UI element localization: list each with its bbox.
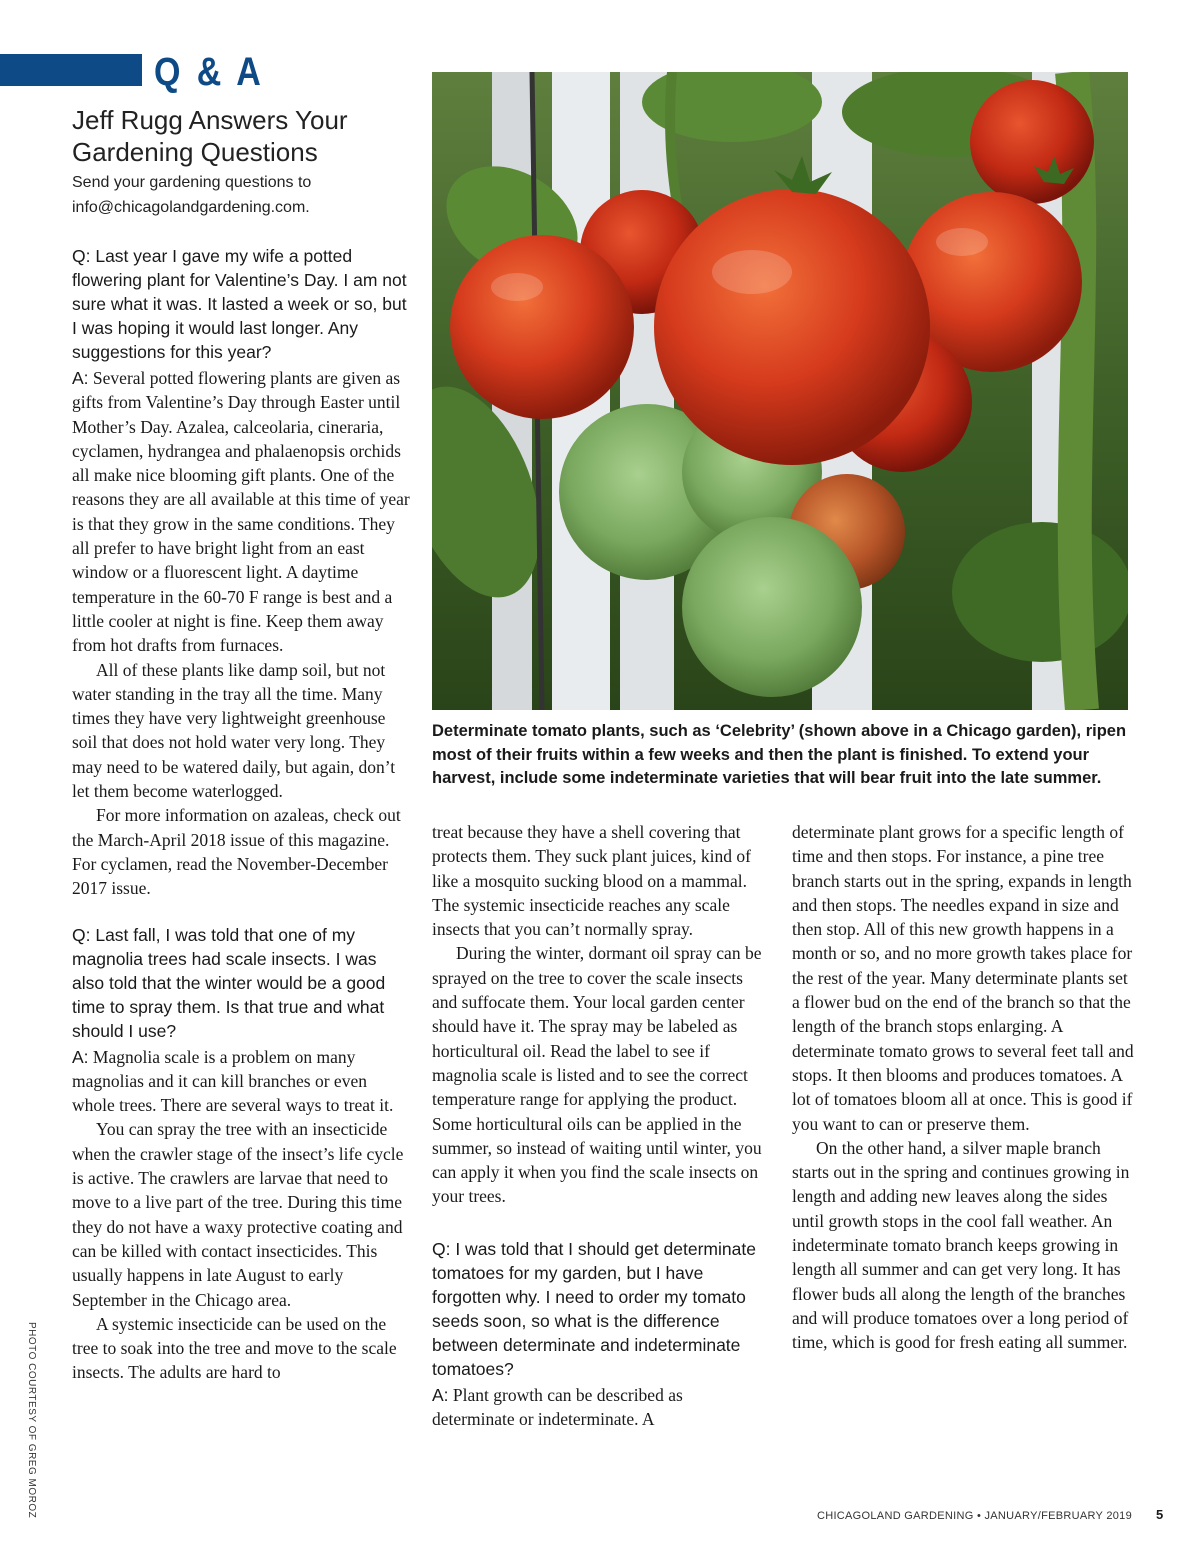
column-title: Jeff Rugg Answers Your Gardening Questions bbox=[72, 105, 348, 167]
answer-1-text: Several potted flowering plants are given as gifts from Valentine’s Day through Easter until Mother’s Day. Azalea, calceolaria, cineraria, cyclamen, hydrangea and phalaenopsis orchids all make nice blooming gift plants. One of the reasons they are all available at this time of year is that they grow in the same conditions. They all prefer to have bright light from an east window or a fluorescent light. A daytime temperature in the 60-70 F range is best and a little cooler at night is fine. Keep them away from hot drafts from furnaces. bbox=[72, 368, 410, 656]
answer-1-paragraph bbox=[72, 366, 412, 658]
answer-1-paragraph-3: For more information on azaleas, check out the March-April 2018 issue of this magazine. For cyclamen, read the November-December 2017 issue. bbox=[72, 805, 401, 899]
section-title: Q & A bbox=[154, 50, 265, 94]
section-header-bar bbox=[0, 54, 142, 86]
answer-2-paragraph-4: During the winter, dormant oil spray can be sprayed on the tree to cover the scale insects and suffocate them. Your local garden center should have it. The spray may be labeled as horticultural oil. Read the label to see if magnolia scale is listed and to see the correct temperature range for applying the product. Some horticultural oils can be applied in the summer, so instead of waiting until winter, you can apply it when you find the scale insects on your trees. bbox=[432, 943, 762, 1207]
answer-label: A: bbox=[72, 1046, 89, 1067]
answer-3-text: Plant growth can be described as determinate or indeterminate. A bbox=[432, 1384, 683, 1430]
answer-1-paragraph-2: All of these plants like damp soil, but not water standing in the tray all the time. Many times they have very lightweight greenhouse soil that does not hold water very long. They may need to be watered daily, but again, don’t let them become waterlogged. bbox=[72, 659, 396, 802]
answer-3-paragraph bbox=[432, 1383, 767, 1432]
photo-caption: Determinate tomato plants, such as ‘Celebrity’ (shown above in a Chicago garden), ripen most of their fruits within a few weeks and then the plant is finished. To extend your harvest, include some indeterminate varieties that will bear fruit into the late summer. bbox=[432, 722, 1127, 787]
column-2 bbox=[432, 820, 767, 1431]
footer-publication: CHICAGOLAND GARDENING • JANUARY/FEBRUARY 2019 bbox=[816, 1510, 1132, 1522]
column-subtitle: Send your gardening questions to info@chicagolandgardening.com. bbox=[72, 174, 312, 216]
question-3: Q: I was told that I should get determinate tomatoes for my garden, but I have forgotten why. I need to order my tomato seeds soon, so what is the difference between determinate and indeterminate tomatoes? bbox=[432, 1238, 756, 1379]
answer-2-paragraph bbox=[72, 1045, 412, 1118]
question-2: Q: Last fall, I was told that one of my magnolia trees had scale insects. I was also told that the winter would be a good time to spray them. Is that true and what should I use? bbox=[72, 924, 386, 1041]
answer-2-paragraph-3: A systemic insecticide can be used on the tree to soak into the tree and move to the scale insects. The adults are hard to bbox=[72, 1313, 397, 1383]
answer-label: A: bbox=[432, 1384, 449, 1405]
photo-credit: PHOTO COURTESY OF GREG MOROZ bbox=[26, 1322, 37, 1519]
page-number: 5 bbox=[1156, 1507, 1164, 1522]
tomato-illustration bbox=[432, 72, 1128, 710]
question-1: Q: Last year I gave my wife a potted flowering plant for Valentine’s Day. I am not sure what it was. It lasted a week or so, but I was hoping it would last longer. Any suggestions for this year? bbox=[72, 246, 407, 362]
answer-label: A: bbox=[72, 368, 89, 388]
answer-3-paragraph-2: On the other hand, a silver maple branch starts out in the spring and continues growing in length and adding new leaves along the sides until growth stops in the cool fall weather. An indeterminate tomato branch keeps growing in length all summer and can get very long. It has flower buds all along the length of the branches and will produce tomatoes over a long period of time, which is good for fresh eating all summer. bbox=[792, 1137, 1130, 1353]
tomato-photo bbox=[432, 72, 1128, 710]
answer-2-paragraph-2: You can spray the tree with an insecticide when the crawler stage of the insect’s life cycle is active. The crawlers are larvae that need to move to a live part of the tree. During this time they do not have a waxy protective coating and can be killed with contact insecticides. This usually happens in late August to early September in the Chicago area. bbox=[72, 1119, 404, 1310]
answer-2-text: Magnolia scale is a problem on many magnolias and it can kill branches or even whole trees. There are several ways to treat it. bbox=[72, 1046, 394, 1116]
answer-2-paragraph-3-continued: treat because they have a shell covering that protects them. They suck plant juices, kind of like a mosquito sucking blood on a mammal. The systemic insecticide reaches any scale insects that you can’t normally spray. bbox=[432, 822, 751, 940]
column-3 bbox=[792, 820, 1137, 1355]
column-1 bbox=[72, 244, 412, 1385]
answer-3-paragraph-continued: determinate plant grows for a specific length of time and then stops. For instance, a pine tree branch starts out in the spring, expands in length and then stops. The needles expand in size and then stop. All of this new growth happens in a month or so, and no more growth takes place for the rest of the year. Many determinate plants set a flower bud on the end of the branch so that the length of the branch stops enlarging. A determinate tomato grows to several feet tall and stops. It then blooms and produces tomatoes. A lot of tomatoes bloom all at once. This is good if you want to can or preserve them. bbox=[792, 822, 1134, 1134]
